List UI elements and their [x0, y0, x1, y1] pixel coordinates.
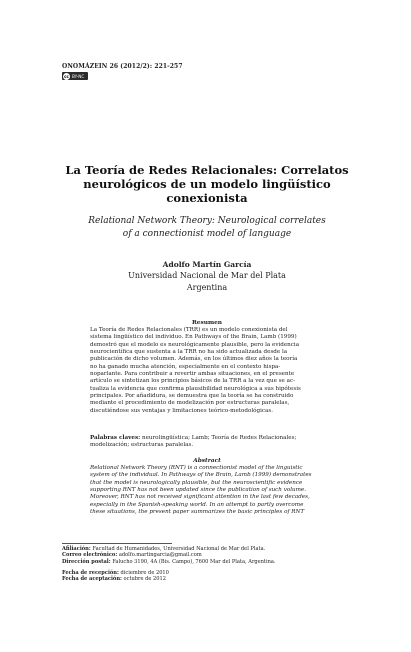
title-line-1: La Teoría de Redes Relacionales: Correlatos	[65, 163, 349, 177]
abstract-heading: Abstract	[193, 458, 221, 464]
footnote-address	[62, 559, 352, 565]
resumen-line: publicación de dicho volumen. Además, en los últimos diez años la teoría	[90, 356, 298, 363]
journal-header: ONOMÁZEIN 26 (2012/2): 221-257	[62, 63, 183, 70]
address-label: Dirección postal:	[62, 558, 111, 565]
subtitle-line-2: of a connectionist model of language	[122, 229, 292, 239]
resumen-line: sistema lingüístico del individuo. En Pathways of the Brain, Lamb (1999)	[90, 334, 297, 341]
footnote-accepted	[62, 576, 352, 582]
title-line-2: neurológicos de un modelo lingüístico	[83, 177, 331, 191]
abstract-line: Moreover, RNT has not received significant attention in the last few decades,	[90, 494, 310, 501]
email-label: Correo electrónico:	[62, 552, 118, 559]
resumen-line: La Teoría de Redes Relacionales (TRR) es un modelo conexionista del	[90, 327, 288, 333]
author-name: Adolfo Martín García	[162, 260, 252, 269]
resumen-line: principales. Por añadidura, se demuestra que la teoría se ha construido	[90, 393, 294, 400]
resumen-line: tualiza la evidencia que confirma plausibilidad neurológica a sus hipótesis	[90, 385, 301, 392]
abstract-line: supporting RNT has not been updated since the publication of such volume.	[90, 487, 307, 494]
resumen-line: demostró que el modelo es neurológicamente plausible, pero la evidencia	[90, 341, 300, 348]
keywords-values: neurolingüística; Lamb; Teoría de Redes Relacionales;	[140, 435, 297, 441]
resumen-line: discutiéndose sus ventajas y limitaciones teórico-metodológicas.	[90, 407, 273, 414]
footnotes-contact	[62, 546, 352, 565]
paper-title	[62, 163, 352, 205]
email-value: adolfo.martingarcia@gmail.com	[117, 552, 202, 559]
abstract-line: Relational Network Theory (RNT) is a connectionist model of the linguistic	[90, 465, 303, 471]
keywords-line-2: modelización; estructuras paralelas.	[90, 442, 194, 449]
affiliation-value: Facultad de Humanidades, Universidad Nacional de Mar del Plata.	[90, 546, 266, 552]
accepted-value: octubre de 2012	[121, 576, 166, 583]
abstract-line: system of the individual. In Pathways of the Brain, Lamb (1999) demonstrates	[90, 472, 312, 479]
subtitle-line-1: Relational Network Theory: Neurological correlates	[88, 216, 326, 226]
accepted-label: Fecha de aceptación:	[62, 576, 122, 583]
abstract-line: especially in the Spanish-speaking world. In an attempt to partly overcome	[90, 501, 304, 508]
received-value: diciembre de 2010	[118, 570, 169, 576]
address-value: Falucho 3190, 4A (Bis. Campo), 7600 Mar del Plata, Argentina.	[110, 558, 276, 565]
author-university: Universidad Nacional de Mar del Plata	[128, 271, 286, 280]
footnote-divider	[62, 543, 172, 544]
resumen-line: neurocientífica que sustenta a la TRR no ha sido actualizada desde la	[90, 349, 288, 356]
author-country: Argentina	[186, 283, 228, 292]
abstract-body	[90, 465, 330, 516]
footnotes-dates	[62, 570, 352, 583]
creative-commons-icon: cc	[64, 73, 69, 79]
title-line-3: conexionista	[166, 191, 248, 205]
abstract-line: these situations, the present paper summarizes the basic principles of RNT	[90, 509, 305, 516]
resumen-line: no ha ganado mucha atención, especialmente en el contexto hispa-	[90, 363, 281, 370]
resumen-heading: Resumen	[191, 320, 223, 326]
keywords	[90, 435, 330, 450]
resumen-line: mediante el procedimiento de modelización por estructuras paralelas,	[90, 400, 290, 407]
paper-subtitle	[62, 215, 352, 241]
resumen-body	[90, 327, 330, 415]
abstract-line: that the model is neurologically plausible, but the neuroscientific evidence	[90, 479, 303, 486]
resumen-line: artículo se sintetizan los principios básicos de la TRR a la vez que se ac-	[90, 378, 295, 385]
keywords-label: Palabras claves:	[90, 435, 141, 441]
cc-license-badge	[62, 72, 88, 80]
affiliation-label: Afiliación:	[62, 546, 91, 552]
received-label: Fecha de recepción:	[62, 570, 119, 576]
license-label: BY-NC	[72, 73, 85, 79]
resumen-line: noparlante. Para contribuir a revertir ambas situaciones, en el presente	[90, 371, 295, 378]
